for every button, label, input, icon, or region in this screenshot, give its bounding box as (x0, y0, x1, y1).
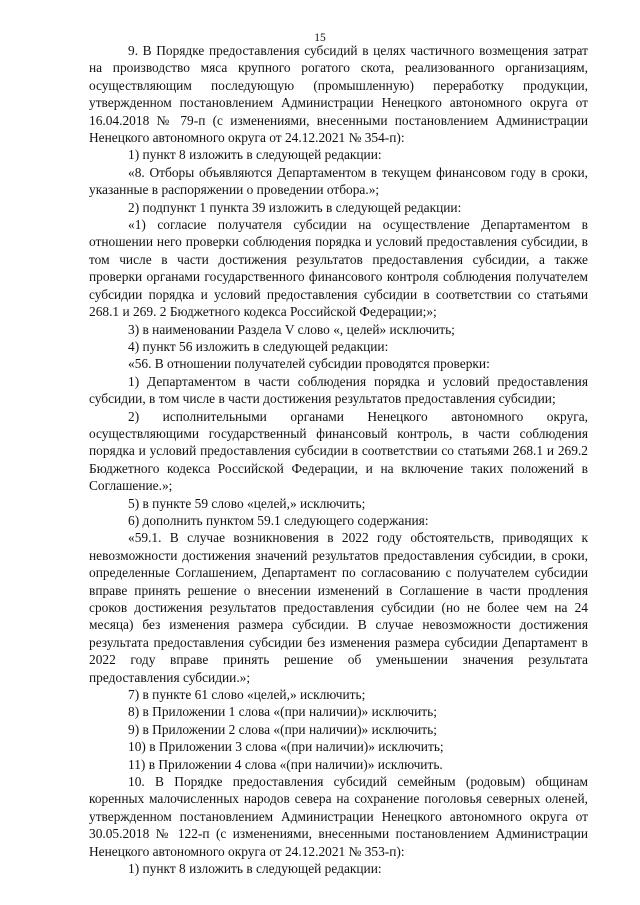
paragraph: «1) согласие получателя субсидии на осуществление Департаментом в отношении него проверки соблюдения порядка и условий предоставления субсидии, в том числе в части достижения результатов предоставления субсидии, а также проверки органами государственного финансового контроля соблюдения получателем субсидии порядка и условий предоставления субсидии в соответствии со статьями 268.1 и 269. 2 Бюджетного кодекса Российской Федерации;»; (89, 217, 588, 320)
page-number: 15 (314, 32, 326, 44)
paragraph: 1) Департаментом в части соблюдения порядка и условий предоставления субсидии, в том числе в части достижения результатов предоставления субсидии; (89, 373, 588, 407)
paragraph: «8. Отборы объявляются Департаментом в текущем финансовом году в сроки, указанные в распоряжении о проведении отбора.»; (89, 164, 588, 198)
paragraph: 10) в Приложении 3 слова «(при наличии)» исключить; (128, 739, 444, 755)
paragraph: 3) в наименовании Раздела V слово «, целей» исключить; (128, 321, 455, 337)
paragraph: 4) пункт 56 изложить в следующей редакции: (128, 338, 389, 354)
paragraph: 9. В Порядке предоставления субсидий в целях частичного возмещения затрат на производство мяса крупного рогатого скота, реализованного организациям, осуществляющим последующую (промышленную) переработку продукции, утвержденном постановлением Администрации Ненецкого автономного округа от 16.04.2018 № 79-п (с изменениями, внесенными постановлением Администрации Ненецкого автономного округа от 24.12.2021 № 354-п): (89, 43, 588, 146)
paragraph: 11) в Приложении 4 слова «(при наличии)» исключить. (128, 756, 443, 772)
document-body (89, 42, 588, 878)
paragraph: 2) подпункт 1 пункта 39 изложить в следующей редакции: (128, 199, 462, 215)
paragraph: «59.1. В случае возникновения в 2022 году обстоятельств, приводящих к невозможности достижения значений результатов предоставления субсидии, в сроки, определенные Соглашением, Департамент по согласованию с получателем субсидии вправе принять решение о внесении изменений в Соглашение в части продления сроков достижения результатов предоставления субсидии (но не более чем на 24 месяца) без изменения размера субсидии. В случае невозможности достижения результата предоставления субсидии без изменения размера субсидии Департамент в 2022 году вправе принять решение об уменьшении значения результата предоставления субсидии.»; (89, 530, 588, 685)
paragraph: 9) в Приложении 2 слова «(при наличии)» исключить; (128, 721, 437, 737)
paragraph: 6) дополнить пунктом 59.1 следующего содержания: (128, 512, 429, 528)
paragraph: 7) в пункте 61 слово «целей,» исключить; (128, 687, 366, 703)
paragraph: 1) пункт 8 изложить в следующей редакции: (128, 861, 382, 877)
paragraph: 8) в Приложении 1 слова «(при наличии)» исключить; (128, 704, 437, 720)
paragraph: 1) пункт 8 изложить в следующей редакции: (128, 147, 382, 163)
paragraph: 5) в пункте 59 слово «целей,» исключить; (128, 495, 366, 511)
paragraph: 2) исполнительными органами Ненецкого автономного округа, осуществляющими государственный финансовый контроль, в части соблюдения порядка и условий предоставления субсидии в соответствии со статьями 268.1 и 269.2 Бюджетного кодекса Российской Федерации, и на включение таких положений в Соглашение.»; (89, 408, 588, 494)
paragraph: «56. В отношении получателей субсидии проводятся проверки: (128, 356, 490, 372)
paragraph: 10. В Порядке предоставления субсидий семейным (родовым) общинам коренных малочисленных народов севера на сохранение поголовья северных оленей, утвержденном постановлением Администрации Ненецкого автономного округа от 30.05.2018 № 122-п (с изменениями, внесенными постановлением Администрации Ненецкого автономного округа от 24.12.2021 № 353-п): (89, 774, 588, 859)
